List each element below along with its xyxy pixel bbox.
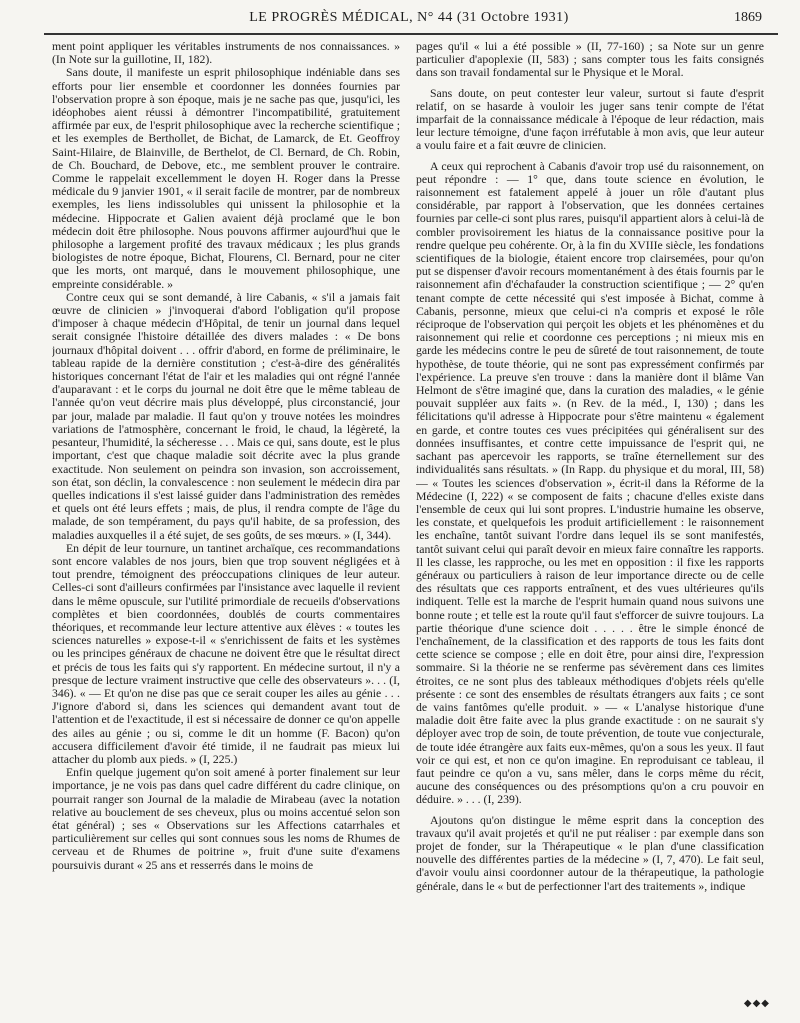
left-column — [52, 40, 400, 1005]
paragraph: Contre ceux qui se sont demandé, à lire Cabanis, « s'il a jamais fait œuvre de clinicien » j'invoquerai d'abord l'obligation qu'il propose d'imposer à chaque médecin d'Hôpital, de tenir un journal dans lequel serait consignée l'histoire détaillée des divers malades : « De bons journaux d'hôpital doivent . . . offrir d'abord, en forme de préliminaire, le tableau rapide de la dernière constitution ; c'est-à-dire des généralités historiques concernant l'état de l'air et les maladies qui ont régné l'année d'auparavant : et le corps du journal ne doit être que le même tableau de l'année qu'on veut décrire mais plus développé, plus circonstancié, jour par jour, malade par maladie. Il faut qu'on y trouve notées les moindres variations de l'atmosphère, concernant le froid, le chaud, la légèreté, la pesanteur, l'humidité, la sécheresse . . . Mais ce qui, sans doute, est le plus important, c'est que chaque maladie soit décrite avec la plus grande exactitude. Non seulement on peindra son invasion, son accroissement, son état, son déclin, la convalescence : non seulement le médecin dira par quelles indications il s'est laissé guider dans l'administration des remèdes et quels ont été leurs effets ; mais, de plus, il rendra compte de l'âge du malade, de son tempérament, du pays qu'il habite, de sa profession, des maladies auxquelles il a été sujet, de ses goûts, de ses mœurs. » (I, 344). — [52, 290, 400, 542]
paragraph: pages qu'il « lui a été possible » (II, 77-160) ; sa Note sur un genre particulier d'apoplexie (II, 583) ; sans compter tous les faits consignés dans son travail fondamental sur le Physique et le Moral. — [416, 40, 764, 80]
right-column — [416, 40, 764, 1005]
paragraph: ment point appliquer les véritables instruments de nos connaissances. » (In Note sur la guillotine, II, 182). — [52, 40, 400, 67]
paragraph: Enfin quelque jugement qu'on soit amené à porter finalement sur leur importance, je ne vois pas dans quel cadre différent du cadre clinique, on pourrait ranger son Journal de la maladie de Mirabeau (avec la notation relative au bouclement de ses cheveux, plus ou moins accentué selon son état général) ; ses « Observations sur les Affections catarrhales et particulièrement sur celles qui sont connues sous les noms de Rhumes de cerveau et de Rhumes de poitrine », fruit d'une suite d'examens poursuivis durant « 25 ans et resserrés dans le moins de — [52, 766, 400, 872]
page-header — [48, 10, 770, 32]
journal-title: LE PROGRÈS MÉDICAL, N° 44 (31 Octobre 1931) — [249, 10, 569, 25]
header-rule — [44, 33, 778, 35]
end-ornament: ◆◆◆ — [743, 998, 770, 1009]
paragraph: Ajoutons qu'on distingue le même esprit dans la conception des travaux qu'il avait projetés et qu'il ne put réaliser : par exemple dans son projet de fonder, sur la Thérapeutique « le plan d'une classification nouvelle des différentes parties de la médecine » (I, 7, 470). Le fait seul, d'avoir voulu ainsi coordonner autour de la thérapeutique, la pathologie générale, dans le « but de perfectionner l'art des traitements », indique — [416, 813, 764, 893]
page-number: 1869 — [734, 10, 762, 25]
paragraph: Sans doute, on peut contester leur valeur, surtout si faute d'esprit relatif, on se hasarde à vouloir les juger sans tenir compte de l'état imparfait de la connaissance médicale à l'époque de leur rédaction, mais leur lecture témoigne, d'une façon irréfutable à mon avis, que leur auteur a voulu faire et a fait œuvre de clinicien. — [416, 86, 764, 153]
paragraph: En dépit de leur tournure, un tantinet archaïque, ces recommandations sont encore valables de nos jours, bien que trop souvent négligées et à tout prendre, témoignent des préoccupations cliniques de leur auteur. Celles-ci sont d'ailleurs confirmées par l'insistance avec laquelle il revient dans le même opuscule, sur l'utilité primordiale de recueils d'observations complètes et bien coordonnées, doublés de courts commentaires théoriques, et recommande leur lecture attentive aux élèves : « toutes les sciences naturelles » expose-t-il « s'enrichissent de faits et les systèmes ou les principes généraux de chacune ne doivent être que le résultat direct et précis de tous les faits qui s'y rapportent. En médecine surtout, il n'y a presque de lecture vraiment instructive que celle des observateurs ». . . (I, 346). « — Et qu'on ne dise pas que ce serait couper les ailes au génie . . . J'ignore d'abord si, dans les sciences qui demandent avant tout de l'attention et de l'exactitude, il est si nécessaire de donner ce qu'on appelle des ailes au génie ; ou si, comme le dit un homme (F. Bacon) qu'on accusera difficilement d'avoir été timide, il ne faudrait pas mieux lui attacher du plomb aux pieds. » (I, 225.) — [52, 541, 400, 766]
paragraph: Sans doute, il manifeste un esprit philosophique indéniable dans ses efforts pour lier ensemble et coordonner les données fournies par l'observation propre à son époque, mais je ne sache pas que, jusqu'ici, les idéophobes aient réussi à démontrer l'incompatibilité, gratuitement affirmée par eux, de l'esprit philosophique avec la recherche scientifique ; et les exemples de Berthollet, de Bichat, de Lamarck, de Et. Geoffroy Saint-Hilaire, de Blainville, de Berthelot, de Cl. Bernard, de Ch. Robin, de Ch. Bouchard, de Debove, etc., me semblent prouver le contraire. Comme le rappelait excellemment le doyen H. Roger dans la Presse médicale du 9 janvier 1901, « il serait facile de montrer, par de nombreux exemples, les liens indissolubles qui unissent la philosophie et la médecine. Hippocrate et Galien avaient déjà proclamé que le bon médecin doit être philosophe. Nous pouvons affirmer aujourd'hui que le philosophe a largement profité des travaux médicaux ; les plus grands biologistes de notre époque, Bichat, Flourens, Cl. Bernard, pour ne citer que les morts, ont marqué, dans le mouvement philosophique, une empreinte considérable. » — [52, 66, 400, 291]
paragraph: A ceux qui reprochent à Cabanis d'avoir trop usé du raisonnement, on peut répondre : — 1° que, dans toute science en évolution, le raisonnement est fatalement appelé à jouer un rôle d'autant plus considérable, par rapport à l'observation, que les données certaines fournies par celle-ci sont plus rares, puisqu'il appartient alors à celui-là de combler provisoirement les hiatus de la connaissance positive pour la rendre quelque peu cohérente. Or, à la fin du XVIIIe siècle, les fondations scientifiques de la biologie, étaient encore trop clairsemées, pour qu'on put se dispenser d'avoir recours momentanément à des étais fournis par le raisonnement afin d'échafauder la construction scientifique ; — 2° qu'en tenant compte de cette nécessité qui s'est imposée à Bichat, comme à Cabanis, personne, mieux que celui-ci n'a compris et exposé le rôle réciproque de l'observation qui perçoit les objets et les phénomènes et du raisonnement qui relie et coordonne ces perceptions ; ni mieux mis en garde les médecins contre le peu de sûreté de tout raisonnement, de toute hypothèse, de toute théorie, qui ne sont pas expressément confirmés par l'expérience. La preuve s'en trouve : dans la manière dont il blâme Van Helmont de s'être imaginé que, dans la curation des maladies, « le génie pouvait suppléer aux faits ». (n Rev. de la méd., I, 130) ; dans les félicitations qu'il adresse à Hippocrate pour s'être maintenu « également en garde, et contre toutes ces vues précipitées qui généralisent sur des données insuffisantes, et contre cette impuissance de l'esprit qui, ne sachant pas apercevoir les rapports, se traîne éternellement sur des individualités sans résultats. » (In Rapp. du physique et du moral, III, 58) — « Toutes les sciences d'observation », écrit-il dans la Réforme de la Médecine (I, 222) « se composent de faits ; chacune d'elles existe dans l'ensemble de ceux qui lui sont propres. L'industrie humaine les observe, les constate, et quelquefois les produit artificiellement : le raisonnement les enchaîne, tantôt suivant l'ordre dans lequel ils se sont manifestés, tantôt suivant celui qui paraît devoir en mieux faire connaître les rapports. Il les classe, les rapproche, ou les met en opposition : il fixe les rapports généraux ou particuliers à raison de leur importance directe ou de celle des résultats que ces rapports entraînent, et des vues ultérieures qu'ils indiquent. Telle est la marche de l'esprit humain quand nous suivons une bonne route ; et telle est la route qu'il faut s'efforcer de suivre toujours. La partie théorique d'une science doit . . . . . être le simple énoncé de l'enchaînement, de la classification et des rapports de tous les faits dont cette science se compose ; elle en doit être, pour ainsi dire, l'expression sommaire. Si la théorie ne se renferme pas sévèrement dans ces limites étroites, ce ne sont plus des tableaux méthodiques d'objets réels qu'elle présente : ce sont des ensembles de résultats étrangers aux faits ; ce sont de vains fantômes qu'elle produit. » — « L'analyse historique d'une maladie doit être faite avec la plus grande exactitude : on ne saurait s'y déployer avec trop de soin, de toute prévention, de toute vue conjecturale, de toute idée étrangère aux faits eux-mêmes, qu'on a sous les yeux. Il faut voir ce qui est, et non ce qu'on imagine. En reproduisant ce tableau, il faut peindre ce qu'on a vu, sans mêler, dans le corps même du récit, aucune des conséquences ou des présomptions qu'on a cru pouvoir en déduire. » . . . (I, 239). — [416, 159, 764, 807]
